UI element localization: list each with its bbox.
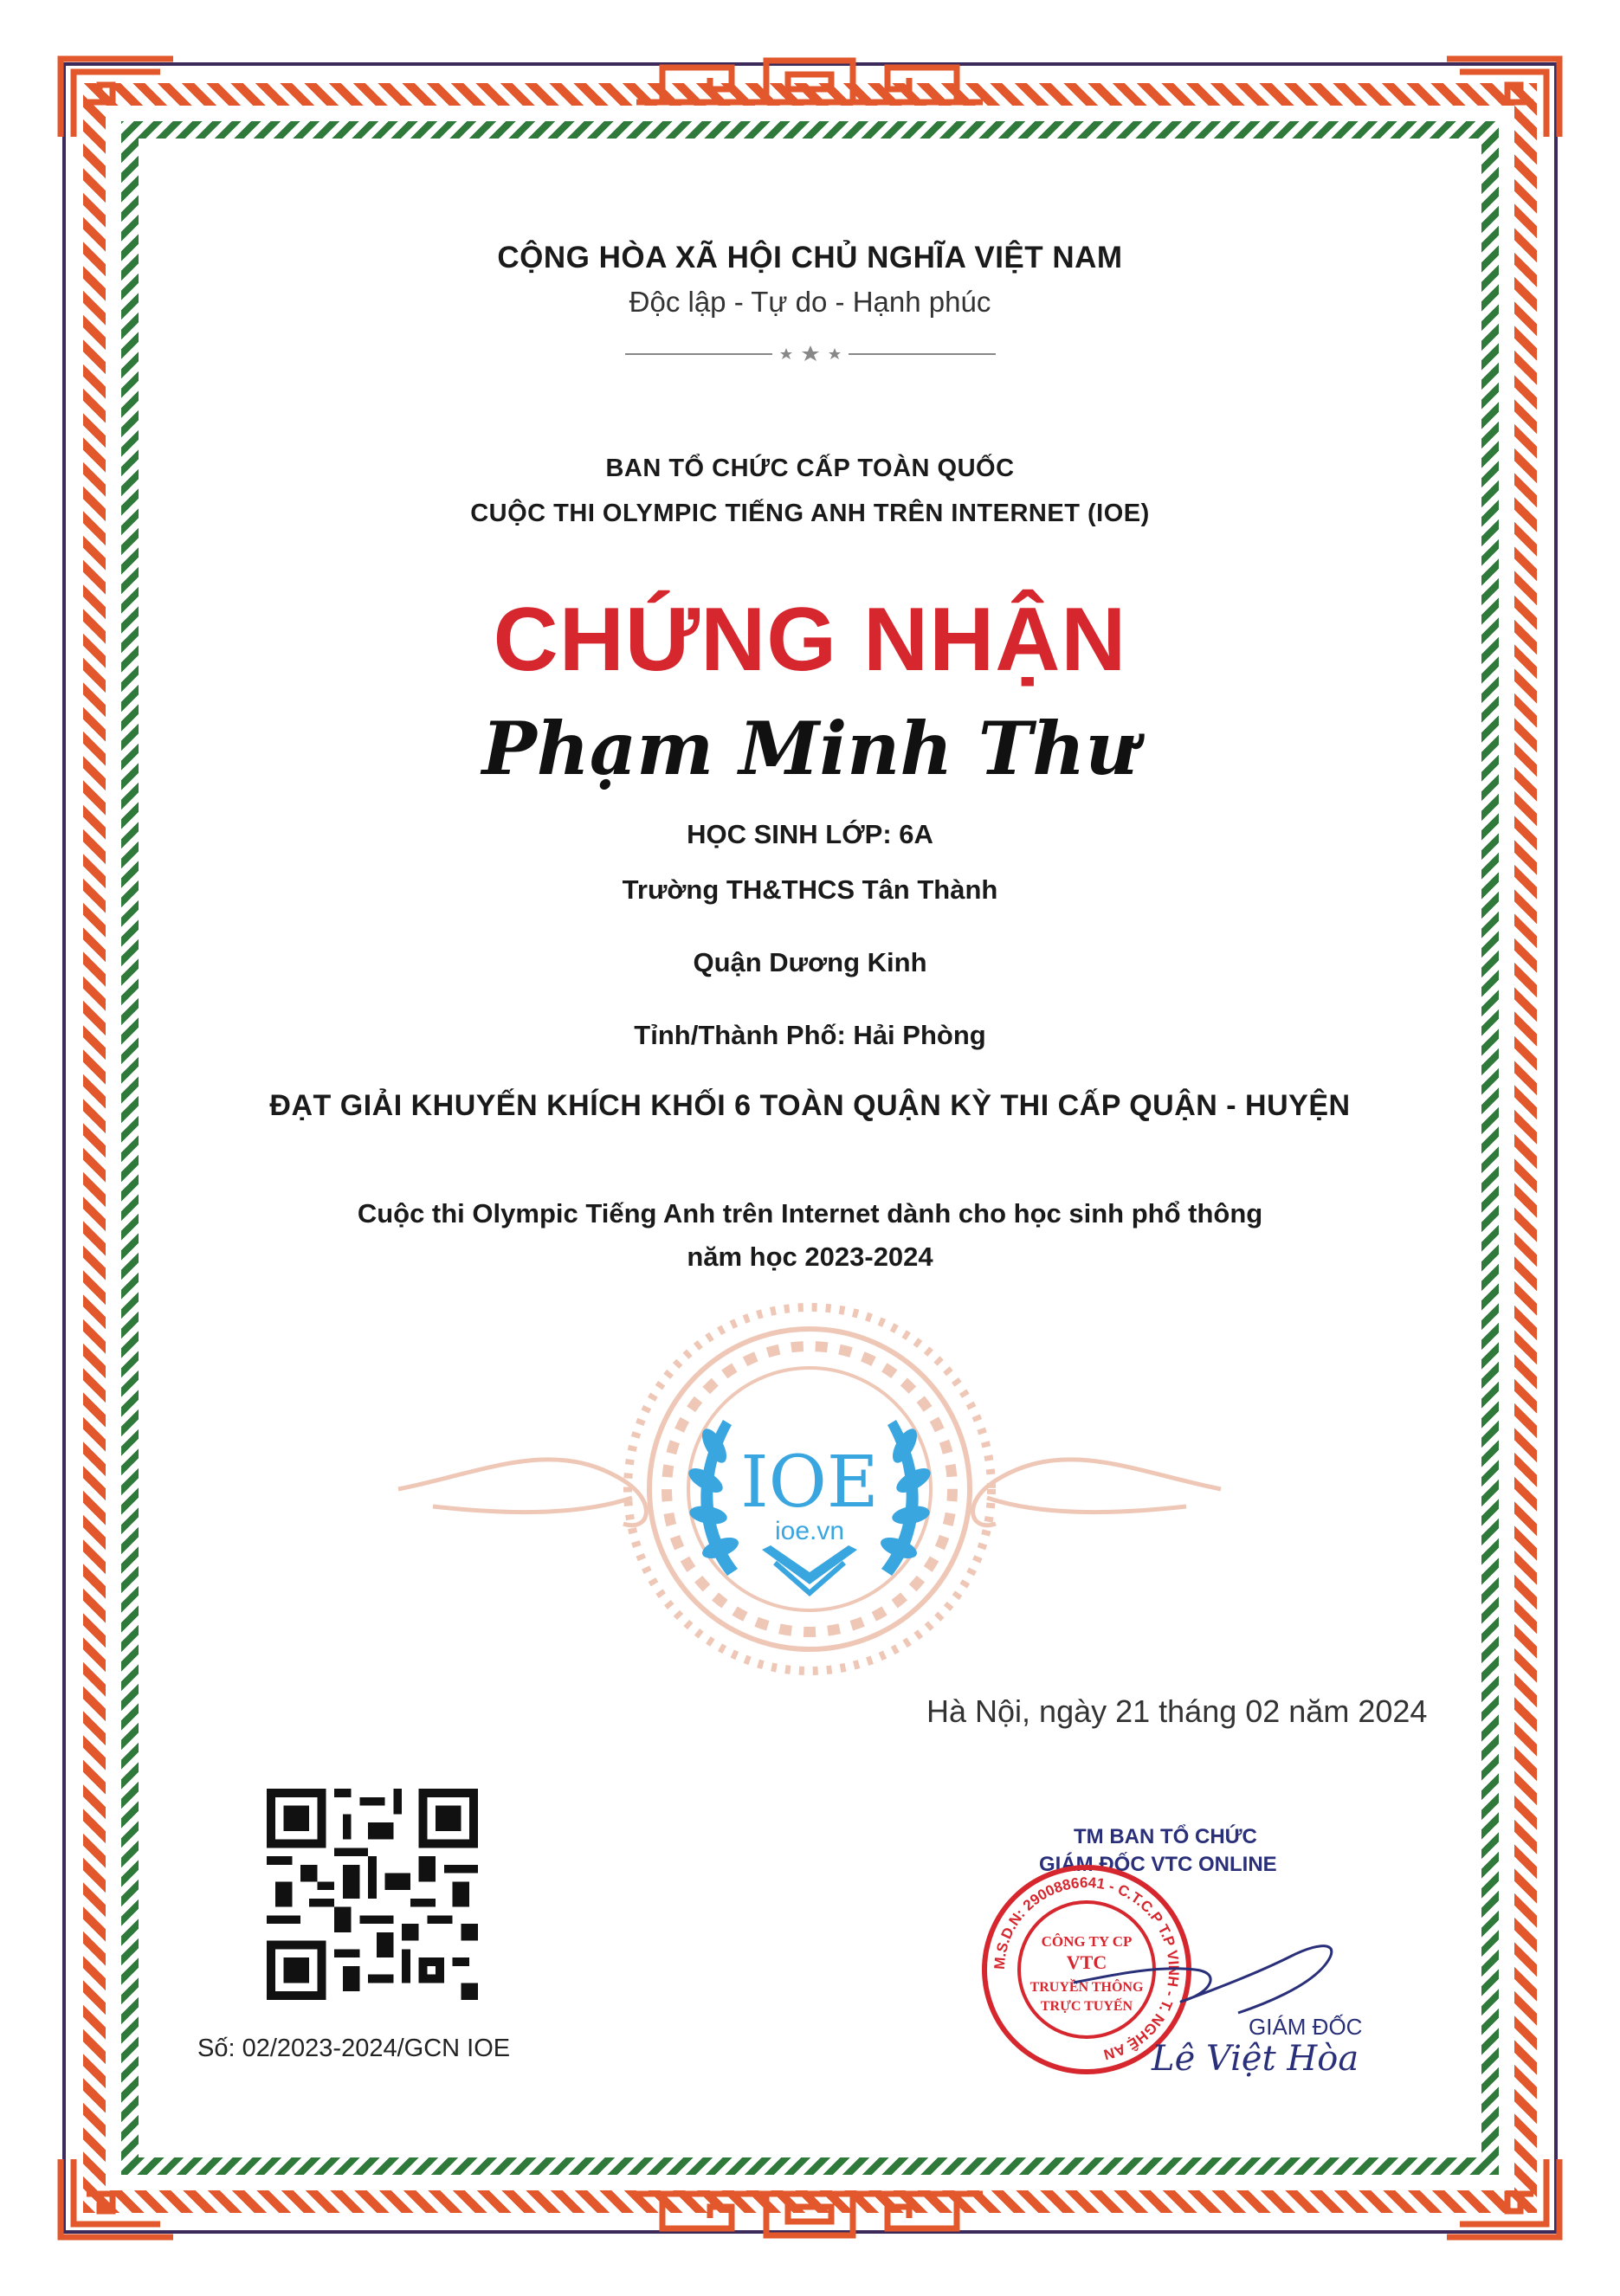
star-icon: [802, 345, 819, 361]
country-name: CỘNG HÒA XÃ HỘI CHỦ NGHĨA VIỆT NAM: [497, 241, 1123, 274]
stamp-ring-text: M.S.D.N: 2900886641 - C.T.C.P T.P VINH - T. NGHỆ AN: [991, 1874, 1183, 2063]
header-divider: [625, 345, 996, 364]
province-name: Tỉnh/Thành Phố: Hải Phòng: [634, 1020, 986, 1050]
organizer-line-1: BAN TỔ CHỨC CẤP TOÀN QUỐC: [605, 455, 1015, 482]
district-name: Quận Dương Kinh: [693, 947, 927, 977]
corner-ornament-top-left: [52, 50, 182, 145]
school-name: Trường TH&THCS Tân Thành: [622, 874, 998, 905]
corner-ornament-bottom-left: [52, 2151, 182, 2246]
signer-title: GIÁM ĐỐC: [1249, 2014, 1363, 2040]
corner-ornament-bottom-right: [1438, 2151, 1568, 2246]
award-line: ĐẠT GIẢI KHUYẾN KHÍCH KHỐI 6 TOÀN QUẬN KỲ THI CẤP QUẬN - HUYỆN: [269, 1089, 1351, 1122]
issue-date: Hà Nội, ngày 21 tháng 02 năm 2024: [926, 1693, 1428, 1729]
stamp-center-line-3: TRUYỀN THÔNG: [1029, 1980, 1144, 1995]
star-icon: [829, 348, 841, 359]
recipient-name: Phạm Minh Thư: [481, 706, 1139, 791]
signature-org-line-2: GIÁM ĐỐC VTC ONLINE: [1039, 1853, 1277, 1876]
ioe-emblem: [381, 1299, 1238, 1680]
contest-line-1: Cuộc thi Olympic Tiếng Anh trên Internet dành cho học sinh phổ thông: [357, 1198, 1263, 1229]
class-line: HỌC SINH LỚP: 6A: [687, 819, 933, 849]
stamp-center-line-1: CÔNG TY CP: [1041, 1933, 1133, 1950]
stamp-center-line-4: TRỰC TUYẾN: [1040, 1999, 1133, 2014]
contest-line-2: năm học 2023-2024: [687, 1242, 933, 1272]
signature-org-line-1: TM BAN TỔ CHỨC: [1074, 1825, 1257, 1848]
serial-number: Số: 02/2023-2024/GCN IOE: [197, 2035, 511, 2062]
national-motto: Độc lập - Tự do - Hạnh phúc: [629, 286, 991, 318]
ioe-logo-url: ioe.vn: [774, 1517, 845, 1545]
certificate-title: CHỨNG NHẬN: [493, 590, 1127, 690]
qr-code: [267, 1789, 478, 2000]
ioe-logo-text: IOE: [740, 1441, 879, 1524]
bottom-center-ornament: [628, 2185, 991, 2246]
signer-name: Lê Việt Hòa: [1152, 2039, 1359, 2079]
top-center-ornament: [628, 50, 991, 111]
handwritten-signature: [1065, 1931, 1351, 2026]
organizer-line-2: CUỘC THI OLYMPIC TIẾNG ANH TRÊN INTERNET (IOE): [470, 500, 1150, 527]
corner-ornament-top-right: [1438, 50, 1568, 145]
star-icon: [780, 348, 792, 359]
stamp-center-line-2: VTC: [1066, 1951, 1107, 1973]
